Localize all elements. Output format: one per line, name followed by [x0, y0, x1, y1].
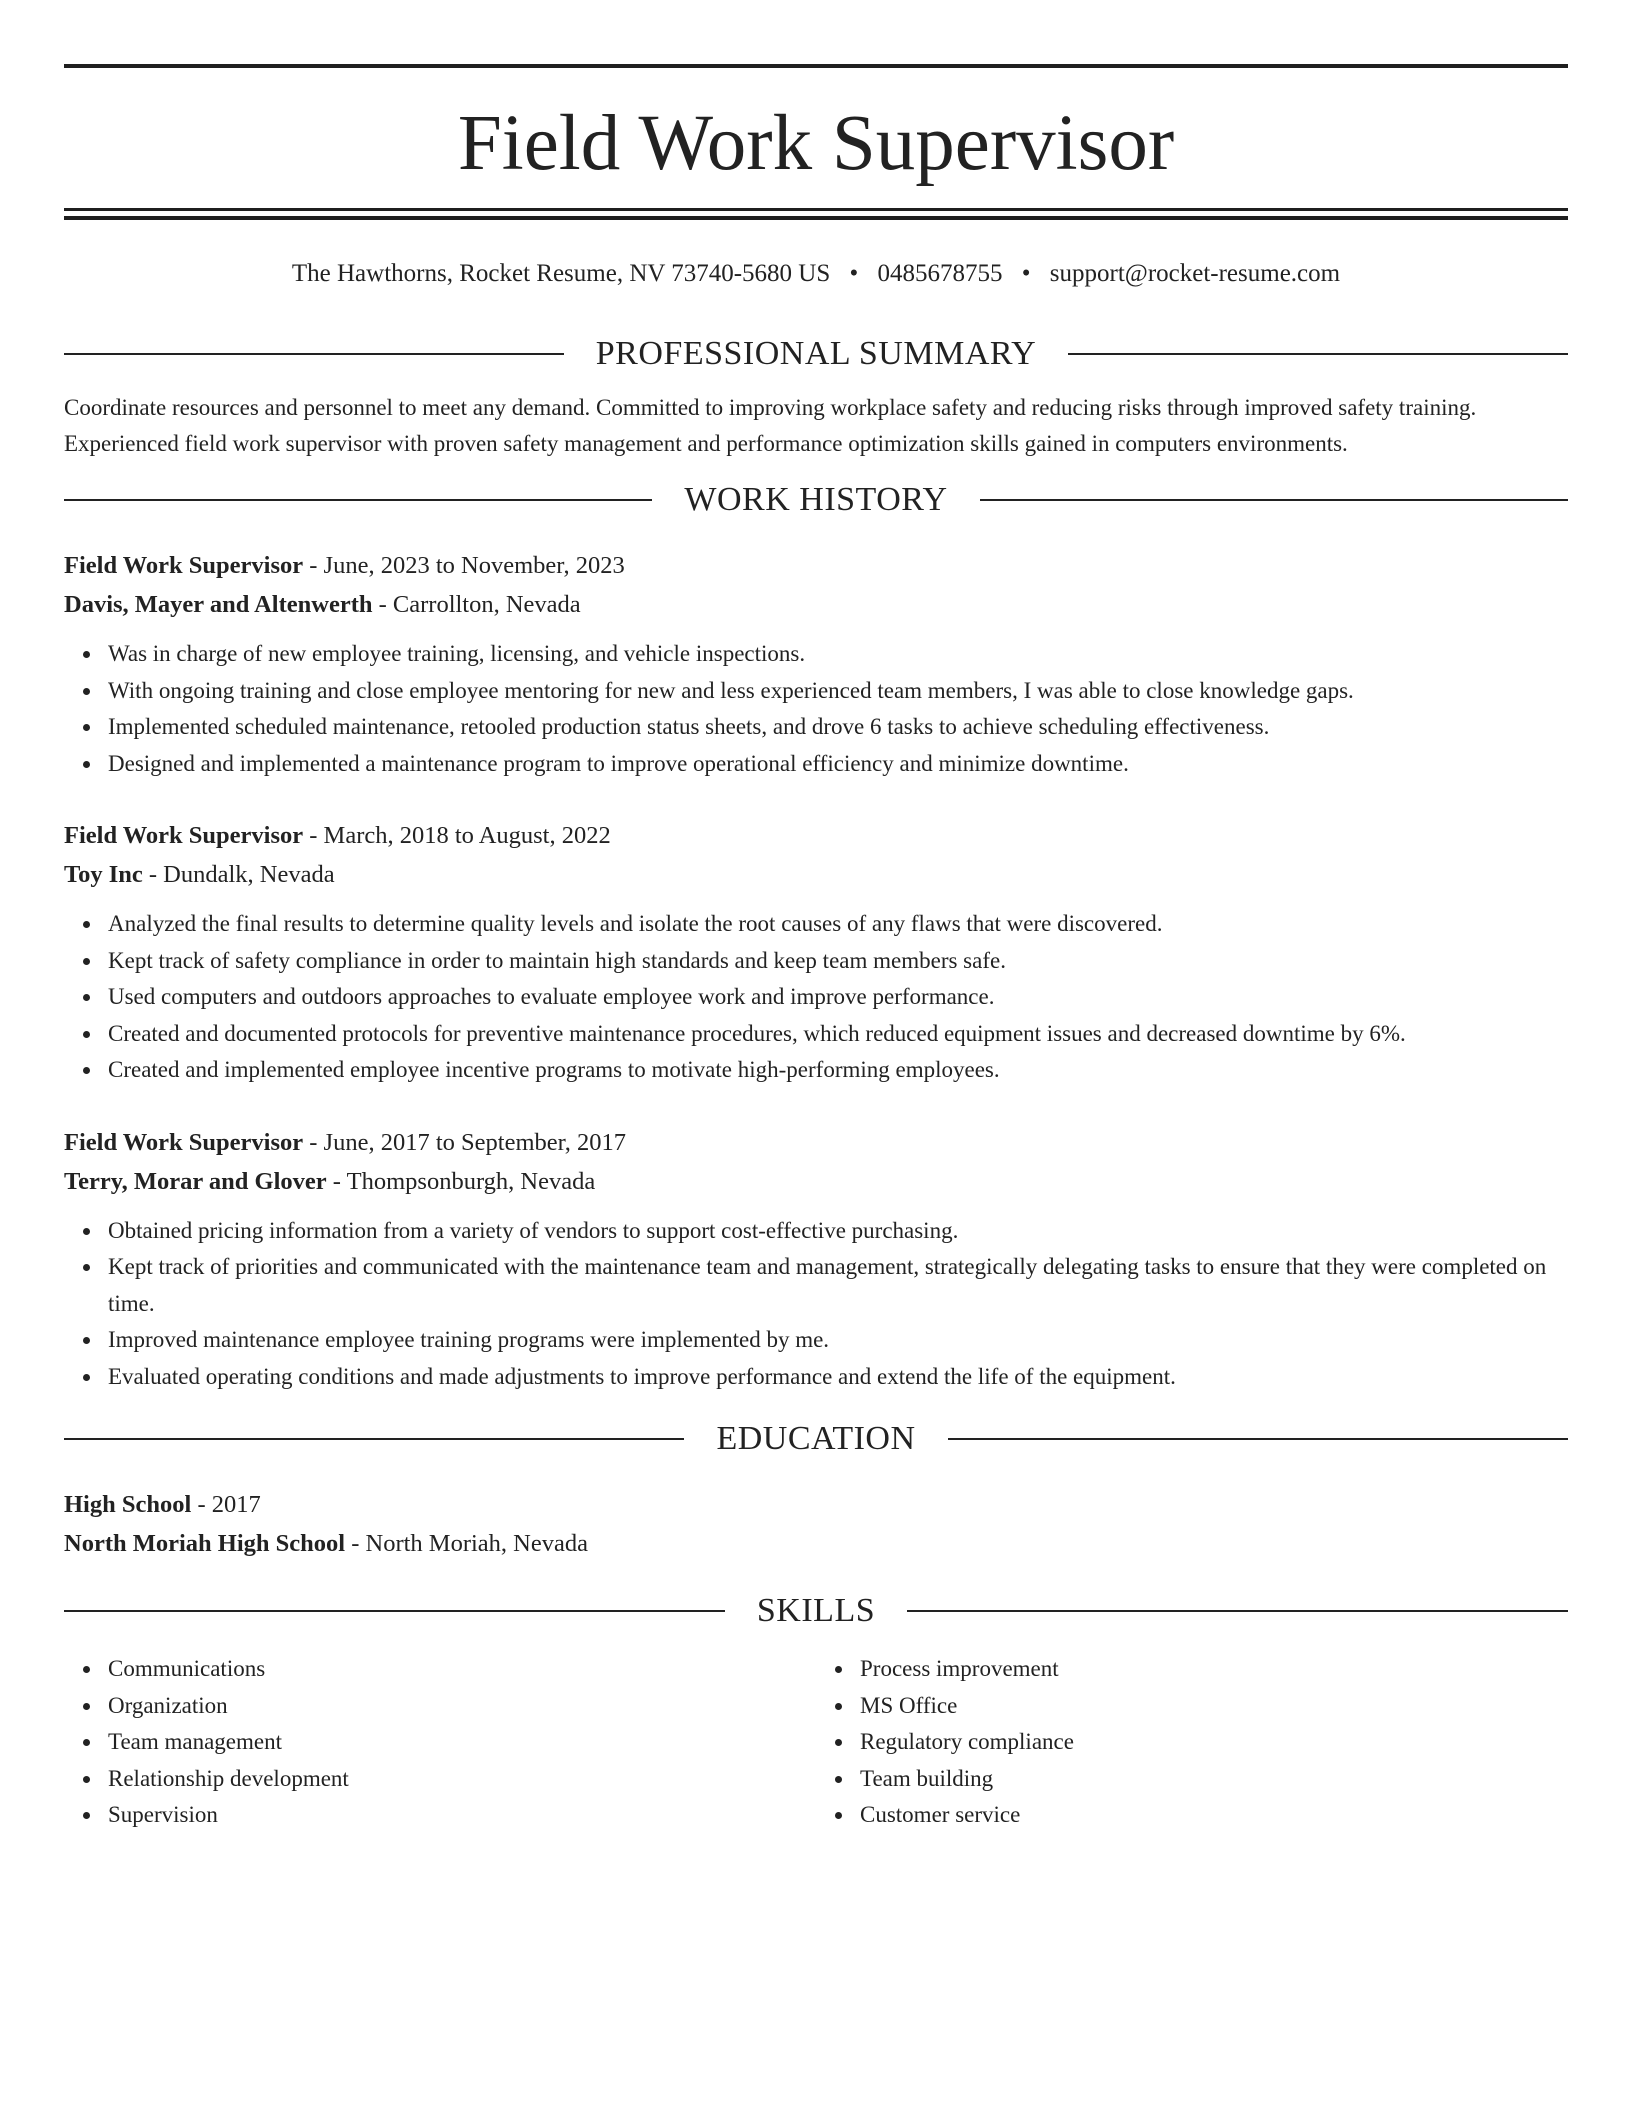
skill-item: MS Office [860, 1688, 1568, 1725]
skills-column-right [816, 1651, 1568, 1834]
contact-phone: 0485678755 [877, 260, 1003, 287]
job-bullet: Obtained pricing information from a variety of vendors to support cost-effective purchasing. [108, 1213, 1568, 1250]
job-bullet: Implemented scheduled maintenance, retooled production status sheets, and drove 6 tasks to achieve scheduling effectiveness. [108, 709, 1568, 746]
job-location: - Thompsonburgh, Nevada [326, 1167, 596, 1195]
skills-heading-title: SKILLS [756, 1592, 876, 1629]
job-bullet: Created and documented protocols for preventive maintenance procedures, which reduced equipment issues and decreased downtime by 6%. [108, 1016, 1568, 1053]
heading-rule [64, 353, 564, 355]
work-history-heading-title: WORK HISTORY [684, 481, 948, 518]
job-title-line [64, 816, 1568, 855]
job-bullets [64, 1213, 1568, 1396]
skill-item: Regulatory compliance [860, 1724, 1568, 1761]
skill-item: Relationship development [108, 1761, 816, 1798]
heading-rule [64, 1438, 684, 1440]
job-bullet: Created and implemented employee incentive programs to motivate high-performing employees. [108, 1052, 1568, 1089]
summary-heading-title: PROFESSIONAL SUMMARY [595, 335, 1037, 372]
job-location: - Carrollton, Nevada [372, 591, 581, 618]
heading-rule [1068, 353, 1568, 355]
contact-email: support@rocket-resume.com [1049, 260, 1341, 287]
job-company: Davis, Mayer and Altenwerth [64, 591, 373, 618]
job-entry [64, 816, 1568, 1089]
contact-address: The Hawthorns, Rocket Resume, NV 73740-5680 US [291, 260, 831, 287]
education-location: - North Moriah, Nevada [345, 1530, 588, 1557]
heading-rule [907, 1610, 1568, 1612]
job-bullet: Evaluated operating conditions and made adjustments to improve performance and extend the life of the equipment. [108, 1359, 1568, 1396]
job-bullet: Kept track of safety compliance in order to maintain high standards and keep team members safe. [108, 943, 1568, 980]
skill-item: Customer service [860, 1797, 1568, 1834]
candidate-name: Field Work Supervisor [457, 100, 1175, 187]
education-heading-title: EDUCATION [716, 1420, 916, 1457]
education-degree: High School [64, 1491, 192, 1518]
skill-item: Supervision [108, 1797, 816, 1834]
skill-item: Organization [108, 1688, 816, 1725]
education-heading [64, 1415, 1568, 1463]
heading-rule [64, 1610, 725, 1612]
job-title: Field Work Supervisor [64, 1128, 304, 1156]
job-company-line [64, 1162, 1568, 1201]
summary-text: Coordinate resources and personnel to meet any demand. Committed to improving workplace safety and reducing risks through improved safety training. Experienced field work supervisor with proven safety management and performance optimization skills gained in computers environments. [64, 395, 1477, 456]
job-dates: - June, 2023 to November, 2023 [303, 552, 625, 579]
skill-item: Team management [108, 1724, 816, 1761]
education-school: North Moriah High School [64, 1530, 346, 1557]
job-bullet: Kept track of priorities and communicated with the maintenance team and management, strategically delegating tasks to ensure that they were completed on time. [108, 1249, 1568, 1322]
contact-separator: • [1021, 260, 1031, 287]
job-title: Field Work Supervisor [64, 552, 304, 579]
job-bullet: Analyzed the final results to determine quality levels and isolate the root causes of any flaws that were discovered. [108, 906, 1568, 943]
job-company-line [64, 585, 1568, 624]
education-year: - 2017 [191, 1491, 261, 1518]
education-degree-line [64, 1485, 1568, 1524]
job-title-line [64, 546, 1568, 585]
job-company-line [64, 855, 1568, 894]
job-bullets [64, 636, 1568, 782]
skill-item: Process improvement [860, 1651, 1568, 1688]
header-double-rule [64, 208, 1568, 220]
job-entry [64, 1123, 1568, 1396]
skill-item: Team building [860, 1761, 1568, 1798]
heading-rule [948, 1438, 1568, 1440]
job-company: Terry, Morar and Glover [64, 1167, 327, 1195]
job-company: Toy Inc [64, 861, 143, 888]
job-title: Field Work Supervisor [64, 822, 304, 849]
contact-line [64, 256, 1568, 292]
job-dates: - March, 2018 to August, 2022 [303, 822, 611, 849]
job-bullet: Was in charge of new employee training, licensing, and vehicle inspections. [108, 636, 1568, 673]
heading-rule [64, 499, 652, 501]
heading-rule [980, 499, 1568, 501]
summary-heading [64, 330, 1568, 378]
skills-list [64, 1651, 1568, 1834]
skills-column-left [64, 1651, 816, 1834]
job-entry [64, 546, 1568, 782]
top-rule [64, 64, 1568, 68]
job-bullets [64, 906, 1568, 1089]
job-bullet: Used computers and outdoors approaches to evaluate employee work and improve performance. [108, 979, 1568, 1016]
skills-heading [64, 1587, 1568, 1635]
contact-separator: • [849, 260, 859, 287]
job-location: - Dundalk, Nevada [142, 861, 335, 888]
work-history-heading [64, 476, 1568, 524]
job-title-line [64, 1123, 1568, 1162]
skill-item: Communications [108, 1651, 816, 1688]
education-entry [64, 1485, 1568, 1563]
job-bullet: Improved maintenance employee training programs were implemented by me. [108, 1322, 1568, 1359]
job-dates: - June, 2017 to September, 2017 [303, 1128, 627, 1156]
job-bullet: With ongoing training and close employee mentoring for new and less experienced team members, I was able to close knowledge gaps. [108, 673, 1568, 710]
education-school-line [64, 1524, 1568, 1563]
job-bullet: Designed and implemented a maintenance program to improve operational efficiency and minimize downtime. [108, 746, 1568, 783]
